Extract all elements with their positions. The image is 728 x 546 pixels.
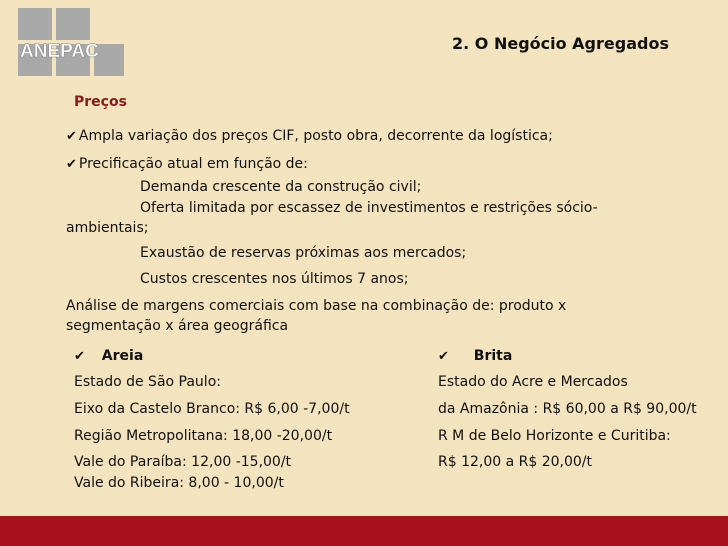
analysis-line: segmentação x área geográfica (66, 318, 289, 334)
bullet-item (66, 126, 553, 147)
areia-line: Eixo da Castelo Branco: R$ 6,00 -7,00/t (74, 401, 350, 417)
factor-line: Demanda crescente da construção civil; (140, 179, 422, 195)
check-icon: ✔ (66, 129, 77, 144)
brita-line: Estado do Acre e Mercados (438, 374, 628, 390)
areia-line: Vale do Ribeira: 8,00 - 10,00/t (74, 475, 284, 491)
check-icon: ✔ (74, 349, 85, 364)
factor-line: Custos crescentes nos últimos 7 anos; (140, 271, 409, 287)
bullet-item (66, 154, 308, 175)
anepac-logo (18, 8, 126, 78)
logo-tile (56, 8, 90, 40)
analysis-line: Análise de margens comerciais com base na combinação de: produto x (66, 298, 567, 314)
logo-text: ANEPAC (20, 41, 99, 62)
slide-heading: 2. O Negócio Agregados (452, 34, 669, 53)
areia-line: Região Metropolitana: 18,00 -20,00/t (74, 428, 333, 444)
check-icon: ✔ (438, 349, 449, 364)
areia-title: Areia (101, 348, 144, 364)
bullet-text: Ampla variação dos preços CIF, posto obra, decorrente da logística; (78, 128, 553, 144)
factor-line: Exaustão de reservas próximas aos mercados; (140, 245, 467, 261)
brita-line: da Amazônia : R$ 60,00 a R$ 90,00/t (438, 401, 697, 417)
brita-line: R$ 12,00 a R$ 20,00/t (438, 454, 593, 470)
check-icon: ✔ (66, 157, 77, 172)
brita-line: R M de Belo Horizonte e Curitiba: (438, 428, 671, 444)
factor-line: Oferta limitada por escassez de investimentos e restrições sócio- (140, 200, 598, 216)
brita-title: Brita (473, 348, 513, 364)
section-label-precos: Preços (74, 94, 127, 110)
areia-line: Estado de São Paulo: (74, 374, 221, 390)
areia-heading (74, 346, 143, 367)
logo-tile (18, 8, 52, 40)
footer-bar (0, 516, 728, 546)
brita-heading (438, 346, 512, 367)
factor-line: ambientais; (66, 220, 149, 236)
bullet-text: Precificação atual em função de: (78, 156, 308, 172)
areia-line: Vale do Paraíba: 12,00 -15,00/t (74, 454, 292, 470)
